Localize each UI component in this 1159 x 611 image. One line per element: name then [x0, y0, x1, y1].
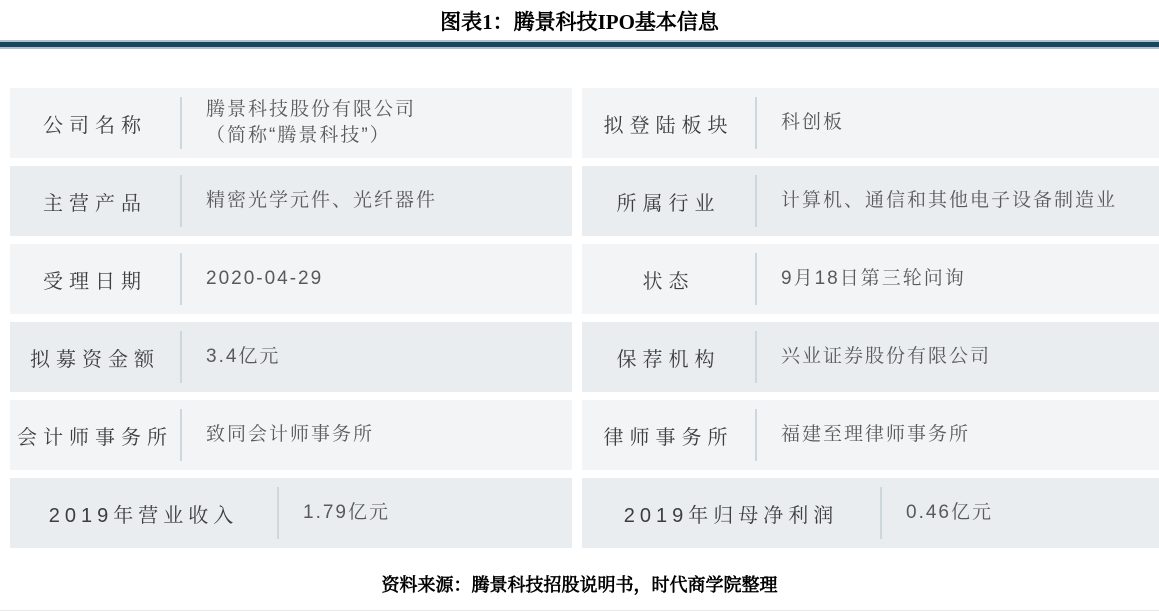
field-value: 3.4亿元: [206, 346, 281, 368]
cell-2019-net-profit: [582, 478, 1159, 548]
field-value: 9月18日第三轮问询: [781, 268, 966, 290]
report-figure-page: [0, 8, 1159, 611]
cell-accounting-firm: [10, 400, 572, 470]
field-value: 1.79亿元: [303, 502, 390, 524]
field-value: 科创板: [781, 112, 845, 134]
cell-listing-board: [582, 88, 1159, 158]
cell-2019-revenue: [10, 478, 572, 548]
cell-sponsor: [582, 322, 1159, 392]
field-value: 计算机、通信和其他电子设备制造业: [781, 190, 1118, 212]
field-label: 受理日期: [43, 270, 147, 293]
cell-status: [582, 244, 1159, 314]
cell-industry: [582, 166, 1159, 236]
cell-acceptance-date: [10, 244, 572, 314]
field-label: 拟登陆板块: [603, 114, 734, 137]
field-value: 精密光学元件、光纤器件: [206, 190, 438, 212]
field-value: 致同会计师事务所: [206, 424, 375, 446]
field-value-line1: 腾景科技股份有限公司: [206, 99, 417, 121]
cell-company-name: [10, 88, 572, 158]
field-label: 拟募资金额: [30, 348, 160, 371]
table-row: [10, 166, 1159, 236]
table-row: [10, 322, 1159, 392]
field-label: 主营产品: [43, 192, 147, 215]
field-label: 2019年营业收入: [48, 504, 239, 527]
field-value: 福建至理律师事务所: [781, 424, 971, 446]
table-row: [10, 478, 1159, 548]
field-label: 保荐机构: [616, 348, 721, 371]
source-note: 资料来源：腾景科技招股说明书，时代商学院整理: [381, 575, 778, 595]
table-row: [10, 244, 1159, 314]
table-row: [10, 88, 1159, 158]
field-label: 会计师事务所: [17, 426, 173, 449]
field-label: 所属行业: [616, 192, 721, 215]
field-label: 律师事务所: [603, 426, 734, 449]
field-value: [182, 97, 572, 148]
field-label: 2019年归母净利润: [623, 504, 839, 527]
figure-title: 图表1：腾景科技IPO基本信息: [440, 10, 719, 34]
field-label: 状态: [642, 270, 695, 293]
title-divider-bar: [0, 40, 1159, 49]
field-value-line2: （简称“腾景科技”）: [206, 125, 391, 146]
field-value: 兴业证券股份有限公司: [781, 346, 992, 368]
field-value: 0.46亿元: [906, 502, 993, 524]
ipo-info-table: [10, 88, 1159, 548]
cell-main-products: [10, 166, 572, 236]
field-label: 公司名称: [43, 114, 147, 137]
cell-law-firm: [582, 400, 1159, 470]
field-value: 2020-04-29: [206, 268, 324, 290]
cell-planned-fundraising: [10, 322, 572, 392]
table-row: [10, 400, 1159, 470]
